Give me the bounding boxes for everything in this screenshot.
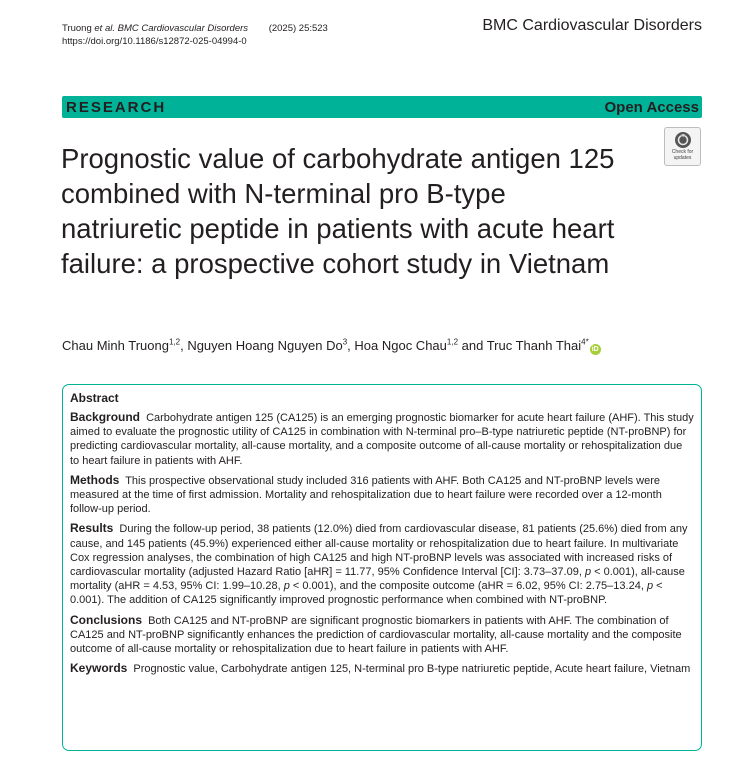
article-type-band bbox=[62, 96, 702, 118]
badge-line-1: Check for bbox=[671, 149, 694, 155]
conclusions-text: Both CA125 and NT-proBNP are significant prognostic biomarkers in patients with AHF. The combination of CA125 and NT-proBNP significantly enhances the prediction of cardiovascular mortality, all-cause mortality and the composite outcome of all-cause mortality or rehospitalization due to heart failure in patients with AHF. bbox=[70, 614, 682, 656]
abstract-heading: Abstract bbox=[70, 391, 119, 405]
abstract-results bbox=[70, 521, 694, 607]
journal-name[interactable]: BMC Cardiovascular Disorders bbox=[482, 17, 702, 34]
results-text-3: < 0.001), and the composite outcome (aHR = 6.02, 95% CI: 2.75–13.24, bbox=[289, 580, 647, 593]
methods-text: This prospective observational study included 316 patients with AHF. Both CA125 and NT-proBNP levels were measured at the time of first admission. Mortality and rehospitalization due to heart failure were recorded over a 12-month follow-up period. bbox=[70, 474, 662, 516]
author-affiliation: 4* bbox=[581, 337, 589, 347]
header-authors: Truong bbox=[62, 23, 92, 34]
background-text: Carbohydrate antigen 125 (CA125) is an emerging prognostic biomarker for acute heart failure (AHF). This study aimed to evaluate the prognostic utility of CA125 in combination with N-terminal pro–B-type natriuretic peptide (NT-proBNP) for predicting cardiovascular mortality, all-cause mortality, and a composite outcome of all-cause mortality or rehospitalization due to heart failure in patients with AHF. bbox=[70, 412, 694, 467]
results-text-1: During the follow-up period, 38 patients (12.0%) died from cardiovascular disease, 81 patients (25.6%) died from any cause, and 145 patients (45.9%) experienced either all-cause mortality or rehospitalization due to heart failure. In multivariate Cox regression analyses, the combination of high CA125 and high NT-proBNP levels was associated with increased risks of cardiovascular mortality (adjusted Hazard Ratio [aHR] = 11.77, 95% Confidence Interval [CI]: 3.73–37.09, bbox=[70, 523, 688, 579]
header-etal: et al. bbox=[94, 23, 115, 34]
abstract-keywords bbox=[70, 661, 694, 676]
conclusions-label: Conclusions bbox=[70, 612, 143, 627]
author-affiliation: 3 bbox=[342, 337, 348, 347]
author-name[interactable]: Chau Minh Truong bbox=[62, 338, 169, 353]
header-doi-link[interactable]: https://doi.org/10.1186/s12872-025-04994-0 bbox=[62, 36, 247, 47]
author-affiliation: 1,2 bbox=[168, 337, 181, 347]
author-separator: and bbox=[458, 338, 487, 353]
abstract-methods bbox=[70, 473, 694, 517]
author-name[interactable]: Hoa Ngoc Chau bbox=[354, 338, 447, 353]
badge-line-2: updates bbox=[673, 155, 692, 161]
author-separator: , bbox=[347, 338, 355, 353]
author-separator: , bbox=[180, 338, 188, 353]
keywords-text: Prognostic value, Carbohydrate antigen 125, N-terminal pro B-type natriuretic peptide, Acute heart failure, Vietnam bbox=[133, 663, 691, 676]
p-symbol: p bbox=[584, 566, 592, 579]
background-label: Background bbox=[70, 410, 141, 424]
check-for-updates-button[interactable] bbox=[664, 127, 701, 166]
author-name[interactable]: Nguyen Hoang Nguyen Do bbox=[187, 338, 343, 353]
abstract-box bbox=[62, 384, 702, 751]
author-name[interactable]: Truc Thanh Thai bbox=[486, 338, 582, 353]
abstract-conclusions bbox=[70, 613, 694, 657]
article-title: Prognostic value of carbohydrate antigen 125 combined with N-terminal pro B-type natriuretic peptide in patients with acute heart failure: a prospective cohort study in Vietnam bbox=[61, 143, 615, 279]
p-symbol: p bbox=[283, 580, 290, 593]
author-affiliation: 1,2 bbox=[446, 337, 459, 347]
open-access-label: Open Access bbox=[604, 98, 699, 116]
keywords-label: Keywords bbox=[70, 661, 128, 676]
methods-label: Methods bbox=[70, 472, 120, 487]
results-label: Results bbox=[70, 521, 114, 536]
results-text-4: < 0.001). The addition of CA125 significantly improved prognostic performance when combined with NT-proBNP. bbox=[70, 580, 663, 607]
article-type-label: RESEARCH bbox=[66, 98, 167, 116]
author-list bbox=[62, 338, 601, 355]
abstract-background bbox=[70, 410, 694, 468]
results-text-2: < 0.001), all-cause mortality (aHR = 4.53, 95% CI: 1.99–10.28, bbox=[70, 566, 685, 593]
header-year-volume: (2025) 25:523 bbox=[268, 23, 328, 34]
p-symbol: p bbox=[646, 580, 654, 593]
running-header bbox=[62, 22, 328, 48]
orcid-icon[interactable]: iD bbox=[591, 346, 599, 353]
check-for-updates-icon bbox=[674, 131, 692, 149]
header-journal-short: BMC Cardiovascular Disorders bbox=[117, 23, 249, 34]
